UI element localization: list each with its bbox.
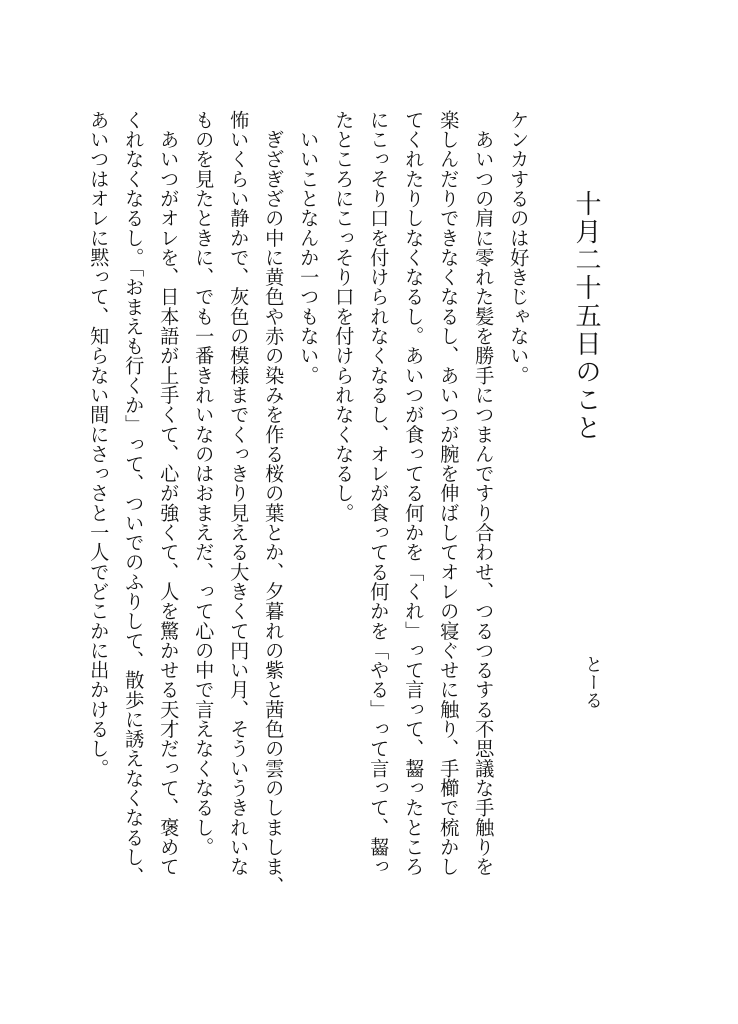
body-line-13: あいつはオレに黙って、知らない間にさっさと一人でどこかに出かけるし。 <box>87 110 111 779</box>
body-line-10: ものを見たときに、でも一番きれいなのはおまえだ、って心の中で言えなくなるし。 <box>192 110 216 857</box>
body-line-11: あいつがオレを、日本語が上手くて、心が強くて、人を驚かせる天才だって、褒めて <box>157 110 181 877</box>
body-line-4: てくれたりしなくなるし。あいつが食ってる何かを「くれ」って言って、齧ったところ <box>402 110 426 877</box>
body-line-9: 怖いくらい静かで、灰色の模様までくっきり見える大きくて円い月、そういうきれいな <box>227 110 251 877</box>
body-line-8: ぎざぎざの中に黄色や赤の染みを作る桜の葉とか、夕暮れの紫と茜色の雲のしましま、 <box>262 110 286 896</box>
body-line-7: いいことなんか一つもない。 <box>297 110 321 386</box>
body-line-6: たところにこっそり口を付けられなくなるし。 <box>332 110 356 523</box>
body-line-3: 楽しんだりできなくなるし、あいつが腕を伸ばしてオレの寝ぐせに触り、手櫛で梳かし <box>437 110 461 877</box>
story-title: 十月二十五日のこと <box>571 190 601 442</box>
body-line-2: あいつの肩に零れた髪を勝手につまんですり合わせ、つるつるする不思議な手触りを <box>472 110 496 877</box>
body-line-1: ケンカするのは好きじゃない。 <box>507 110 531 386</box>
body-line-12: くれなくなるし。「おまえも行くか」って、ついでのふりして、散歩に誘えなくなるし、 <box>122 110 146 887</box>
body-line-5: にこっそり口を付けられなくなるし、オレが食ってる何かを「やる」って言って、齧っ <box>367 110 391 877</box>
author-name: とーる <box>582 655 603 709</box>
